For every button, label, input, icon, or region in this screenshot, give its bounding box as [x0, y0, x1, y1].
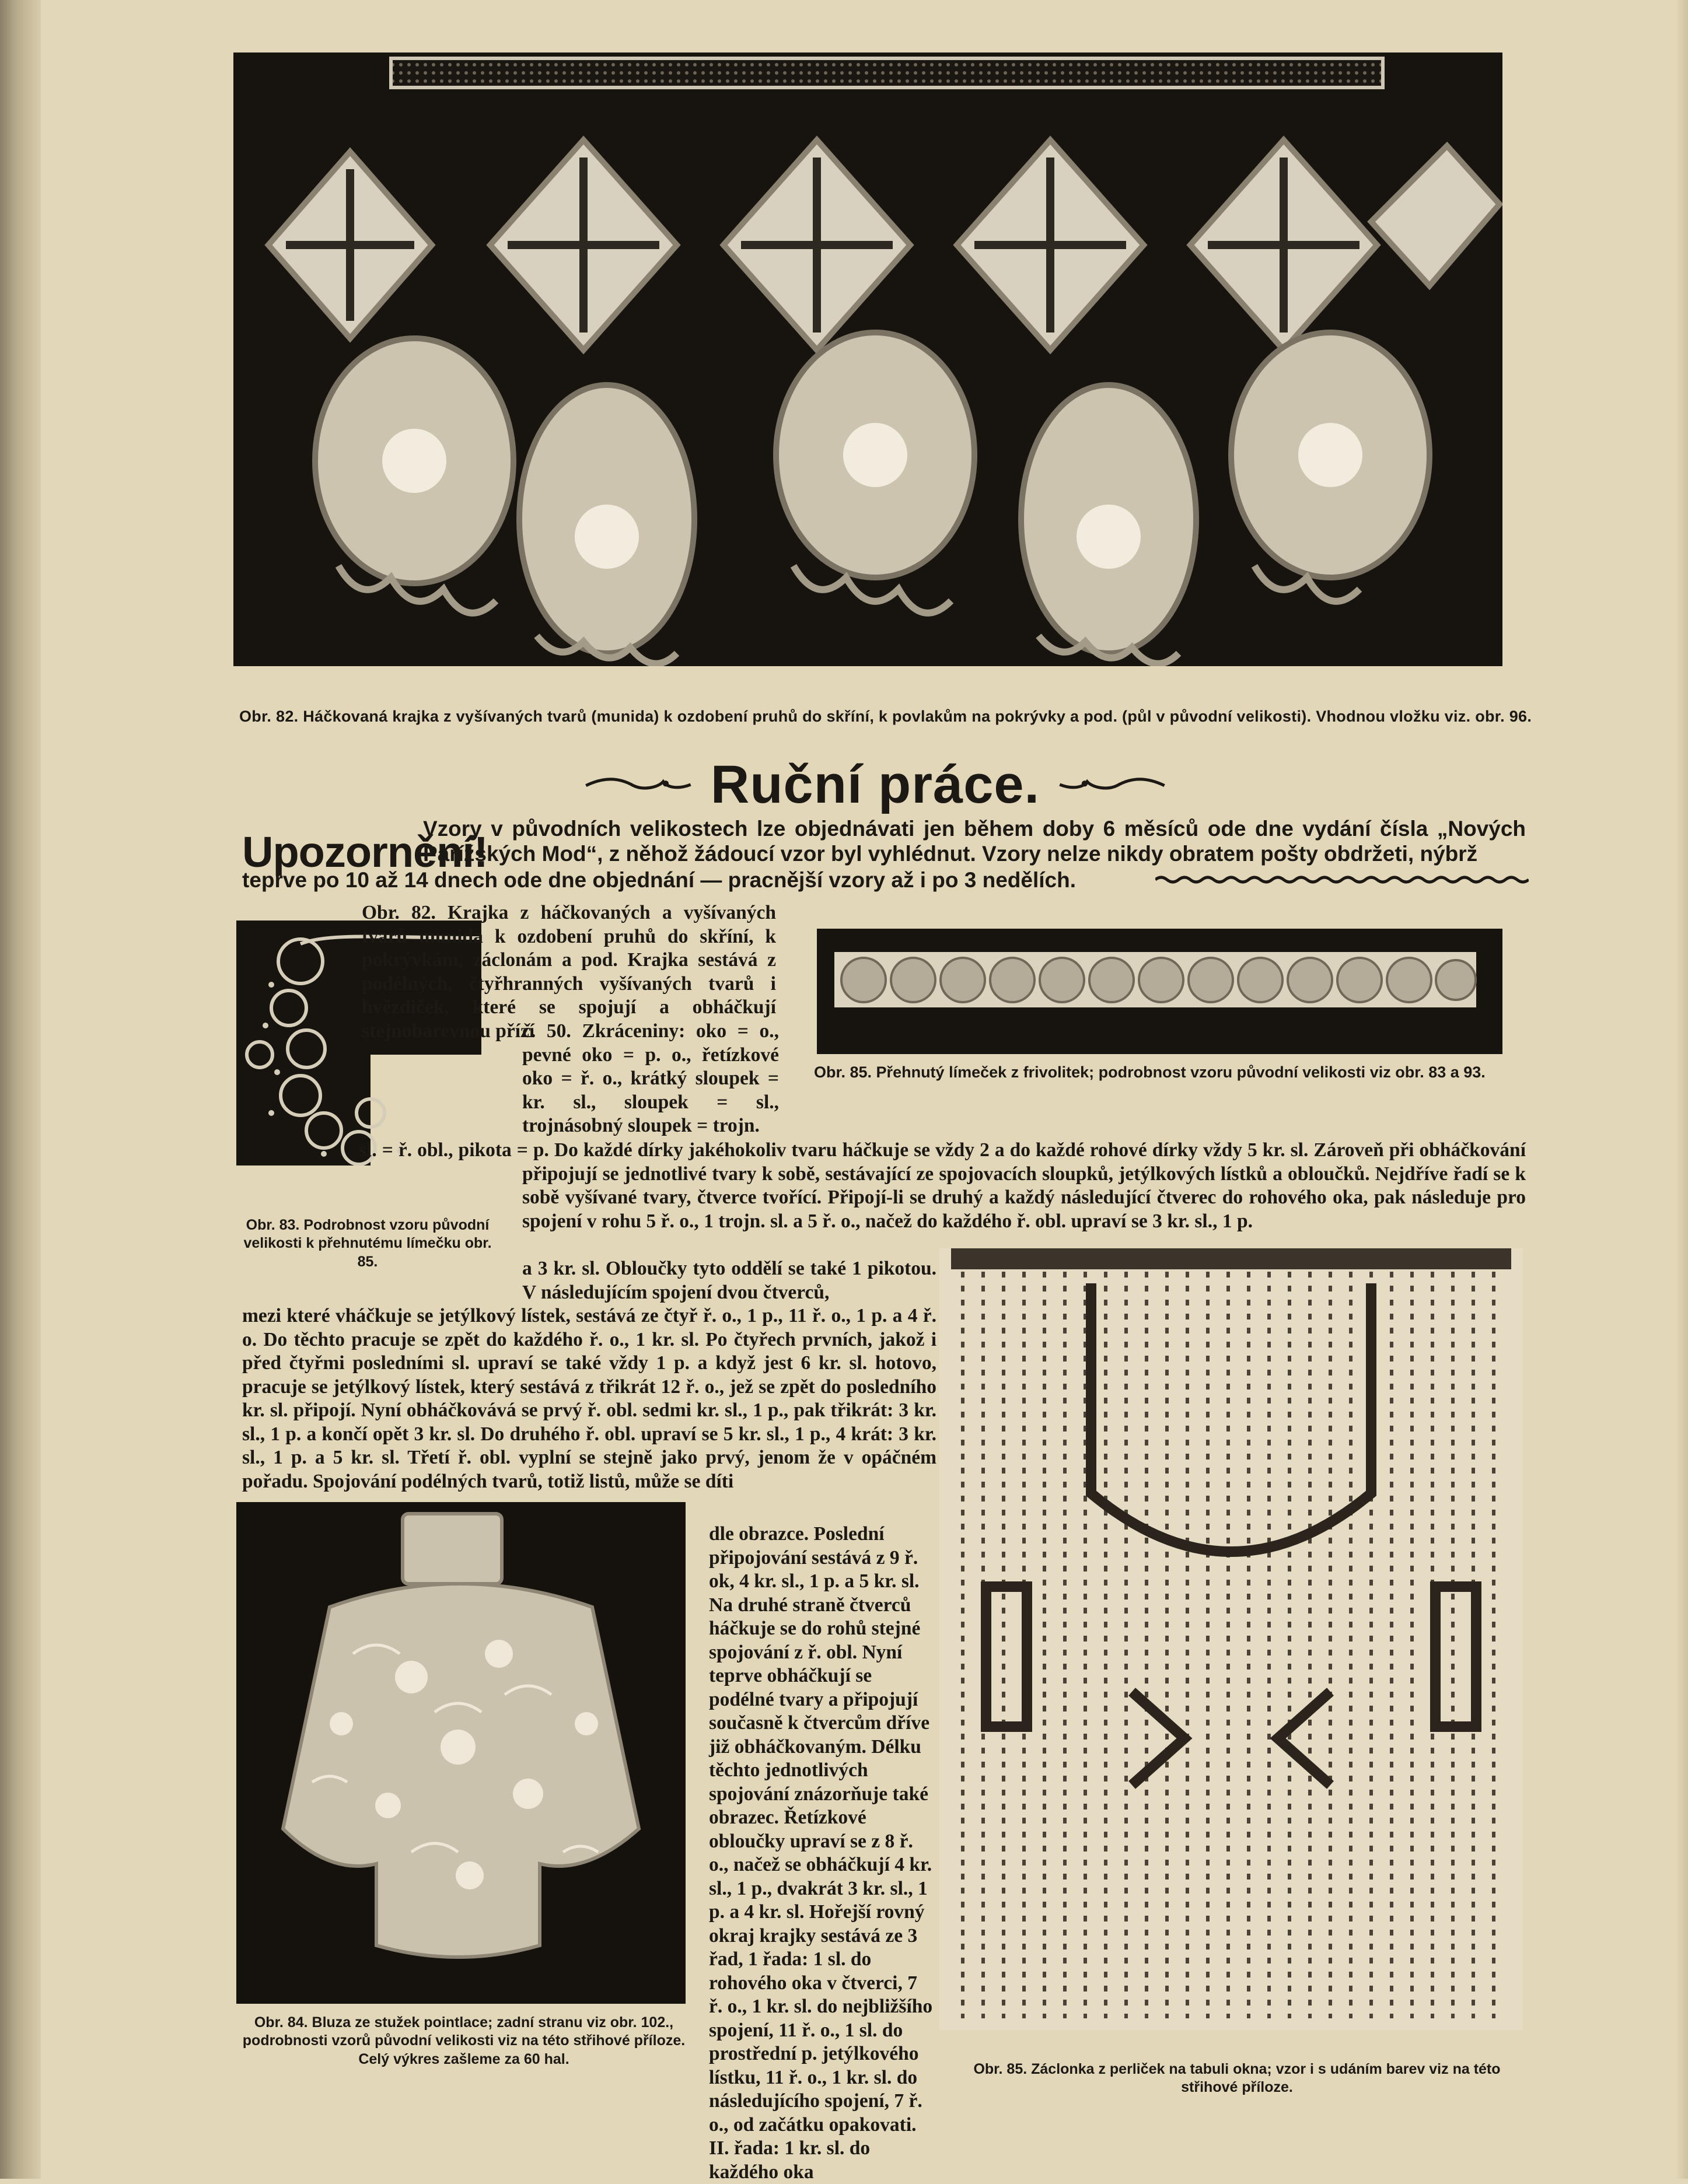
collar-photo-85: [817, 929, 1502, 1054]
section-title: Ruční práce.: [710, 754, 1040, 814]
figure-84-caption: Obr. 84. Bluza ze stužek pointlace; zadní stranu viz obr. 102., podrobnosti vzorů původní velikosti viz na této střihové příloze. Celý výkres zašleme za 60 hal.: [242, 2014, 686, 2067]
figure-83-caption: Obr. 83. Podrobnost vzoru původní velikosti k přehnutému límečku obr. 85.: [243, 1217, 492, 1270]
blouse-photo-84: [236, 1502, 686, 2004]
article-text-2: a 3 kr. sl. Obloučky tyto oddělí se také 1 pikotou. V následujícím spojení dvou čtverců,: [522, 1258, 936, 1303]
section-heading: [583, 750, 1167, 820]
page-edge: [1675, 0, 1688, 2179]
lace-photo-82: [233, 52, 1502, 666]
ornament-left-icon: [583, 773, 693, 796]
article-text-3: mezi které vháčkuje se jetýlkový lístek, sestává ze čtyř ř. o., 1 p., 11 ř. o., 1 p. a 4 ř. o. Do těchto pracuje se zpět do každého ř. o., 1 kr. sl. Po čtyřech prvních, jakož i před čtyřmi posledními sl. upraví se také vždy 1 p. a když jest 6 kr. sl. hotovo, pracuje se jetýlkový lístek, který sestává z třikrát 12 ř. o., jež se zpět do posledního kr. sl. připojí. Nyní obháčkovává se prvý ř. obl. sedmi kr. sl., 1 p., pak třikrát: 3 kr. sl., 1 p. a končí opět 3 kr. sl. Do druhého ř. obl. upraví se 5 kr. sl., 1 p., 4 krát: 3 kr. sl., 1 p. a 5 kr. sl. Třetí ř. obl. vyplní se stejně jako prvý, jenom že v opáčném pořadu. Spojování podélných tvarů, totiž listů, může se díti: [242, 1305, 936, 1492]
figure-85-collar-caption: Obr. 85. Přehnutý límeček z frivolitek; podrobnost vzoru původní velikosti viz obr. 83 a 93.: [814, 1063, 1486, 1081]
article-intro: Obr. 82. Krajka z háčkovaných a vyšívaných tvarů munida k ozdobení pruhů do skříní, k pokrývkám, záclonám a pod. Krajka sestává z podélných, čtyřhranných vyšívaných tvarů i hvězdiček, které se spojují a obháčkují stejnobarevnou přízí: [362, 902, 776, 1042]
article-text-4: dle obrazce. Poslední připojování sestává z 9 ř. ok, 4 kr. sl., 1 p. a 5 kr. sl. Na druhé straně čtverců háčkuje se do rohů stejné spojování z ř. obl. Nyní teprve obháčkují se podélné tvary a připojují současně k čtvercům dříve již obháčkovaným. Délku těchto jednotlivých spojování znázorňuje také obrazec. Řetízkové obloučky upraví se z 8 ř. o., načež se obháčkují 4 kr. sl., 1 p., dvakrát 3 kr. sl., 1 p. a 4 kr. sl. Hořejší rovný okraj krajky sestává ze 3 řad, 1 řada: 1 sl. do rohového oka v čtverci, 7 ř. o., 1 kr. sl. do nejbližšího spojení, 11 ř. o., 1 sl. do prostřední p. jetýlkového lístku, 11 ř. o., 1 kr. sl. do následujícího spojení, 7 ř. o., od začátku opakovati. II. řada: 1 kr. sl. do každého oka: [709, 1523, 933, 2183]
figure-85-curtain-caption: Obr. 85. Záclonka z perliček na tabuli okna; vzor i s udáním barev viz na této střihové příloze.: [973, 2061, 1501, 2096]
notice-text: Vzory v původních velikostech lze objednávati jen během doby 6 měsíců ode dne vydání čísla „Nových Pařížských Mod“, z něhož žádoucí vzor byl vyhlédnut. Vzory nelze nikdy obratem pošty obdržeti, nýbrž: [423, 817, 1526, 866]
wavy-rule: [1155, 874, 1529, 886]
article-abbreviations: č. 50. Zkráceniny: oko = o., pevné oko = p. o., řetízkové oko = ř. o., krátký sloupek = kr. sl., sloupek = sl., trojnásobný sloupek = trojn.: [522, 1020, 779, 1136]
page-gutter: [0, 0, 41, 2179]
ornament-right-icon: [1057, 773, 1167, 796]
figure-82-caption: Obr. 82. Háčkovaná krajka z vyšívaných tvarů (munida) k ozdobení pruhů do skříní, k povlakům na pokrývky a pod. (půl v původní velikosti). Vhodnou vložku viz. obr. 96.: [239, 708, 1532, 725]
curtain-photo-85: [939, 1248, 1523, 2030]
article-text-1: sl. = ř. obl., pikota = p. Do každé dírky jakéhokoliv tvaru háčkuje se vždy 2 a do každé rohové dírky vždy 5 kr. sl. Zároveň při obháčkování připojují se jednotlivé tvary k sobě, sestávající ze spojovacích sloupků, jetýlkových lístků a obloučků. Nejdříve řadí se k sobě vyšívané tvary, čtverce tvořící. Připojí-li se druhý a každý následující čtverec do rohového oka, pak následuje pro spojení v rohu 5 ř. o., 1 trojn. sl. a 5 ř. o., načež do každého ř. obl. upraví se 3 kr. sl., 1 p.: [359, 1139, 1526, 1232]
notice-text-continued: teprve po 10 až 14 dnech ode dne objednání — pracnější vzory až i po 3 nedělích.: [242, 868, 1076, 892]
notice-title: Upozornění!: [242, 828, 488, 876]
